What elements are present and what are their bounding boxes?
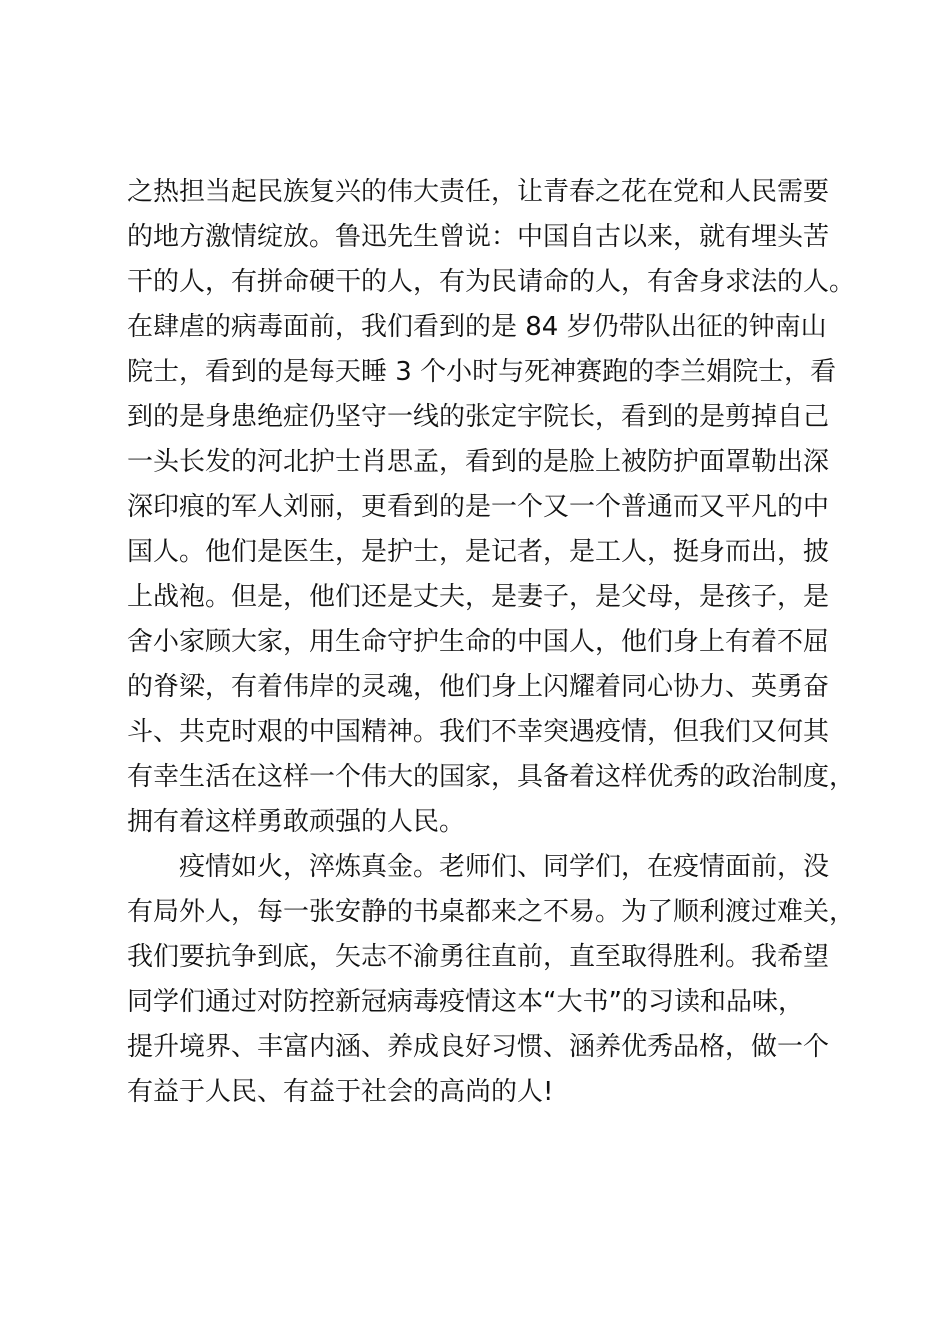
paragraph-1-line-11: 舍小家顾大家，用生命守护生命的中国人，他们身上有着不屈 [127,627,830,657]
paragraph-1-line-14: 有幸生活在这样一个伟大的国家，具备着这样优秀的政治制度， [127,762,856,792]
paragraph-1-line-6: 到的是身患绝症仍坚守一线的张定宇院长，看到的是剪掉自己 [127,402,830,432]
paragraph-1-line-13: 斗、共克时艰的中国精神。我们不幸突遇疫情，但我们又何其 [127,717,830,747]
paragraph-2-line-2: 有局外人，每一张安静的书桌都来之不易。为了顺利渡过难关， [127,897,856,927]
paragraph-1-line-3: 干的人，有拼命硬干的人，有为民请命的人，有舍身求法的人。 [127,267,856,297]
paragraph-1-line-1: 之热担当起民族复兴的伟大责任，让青春之花在党和人民需要 [127,177,830,207]
paragraph-1-line-8: 深印痕的军人刘丽，更看到的是一个又一个普通而又平凡的中 [127,492,830,522]
paragraph-1-line-12: 的脊梁，有着伟岸的灵魂，他们身上闪耀着同心协力、英勇奋 [127,672,830,702]
paragraph-2-line-3: 我们要抗争到底，矢志不渝勇往直前，直至取得胜利。我希望 [127,942,830,972]
paragraph-1-line-10: 上战袍。但是，他们还是丈夫，是妻子，是父母，是孩子，是 [127,582,830,612]
paragraph-2-line-1: 疫情如火，淬炼真金。老师们、同学们，在疫情面前，没 [179,852,830,882]
paragraph-2-line-4: 同学们通过对防控新冠病毒疫情这本“大书”的习读和品味， [127,987,804,1017]
paragraph-1-line-9: 国人。他们是医生，是护士，是记者，是工人，挺身而出，披 [127,537,830,567]
paragraph-1-line-2: 的地方激情绽放。鲁迅先生曾说：中国自古以来，就有埋头苦 [127,222,830,252]
paragraph-1-line-4: 在肆虐的病毒面前，我们看到的是 84 岁仍带队出征的钟南山 [127,312,827,342]
paragraph-2-line-5: 提升境界、丰富内涵、养成良好习惯、涵养优秀品格，做一个 [127,1032,830,1062]
paragraph-1-line-15: 拥有着这样勇敢顽强的人民。 [127,807,466,837]
paragraph-2-line-6: 有益于人民、有益于社会的高尚的人! [127,1077,554,1107]
paragraph-1-line-7: 一头长发的河北护士肖思孟，看到的是脸上被防护面罩勒出深 [127,447,830,477]
paragraph-1-line-5: 院士，看到的是每天睡 3 个小时与死神赛跑的李兰娟院士，看 [127,357,837,387]
